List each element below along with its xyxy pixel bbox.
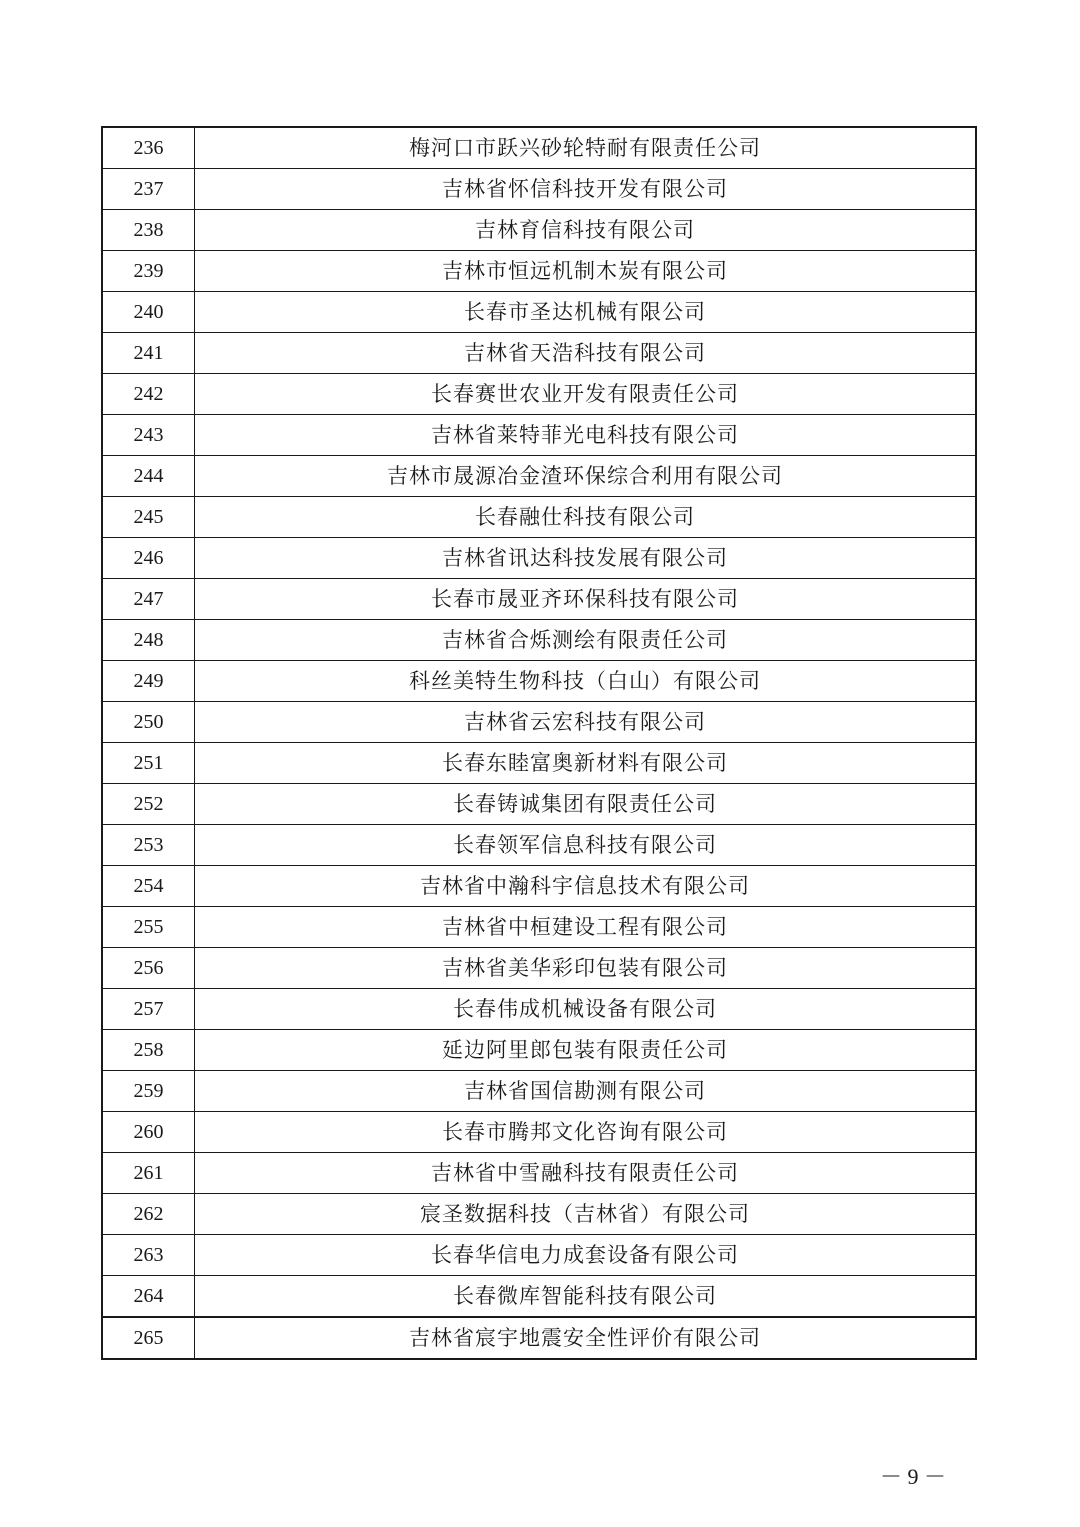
table-row	[102, 743, 976, 784]
row-number-cell: 248	[102, 620, 195, 661]
table-row	[102, 1030, 976, 1071]
row-number-cell: 236	[102, 127, 195, 169]
table-row	[102, 1153, 976, 1194]
company-name-cell: 长春铸诚集团有限责任公司	[195, 784, 977, 825]
table-row	[102, 825, 976, 866]
table-row	[102, 579, 976, 620]
company-name-cell: 长春微库智能科技有限公司	[195, 1276, 977, 1318]
company-name-cell: 科丝美特生物科技（白山）有限公司	[195, 661, 977, 702]
row-number-cell: 243	[102, 415, 195, 456]
table-row	[102, 127, 976, 169]
company-name-cell: 长春市腾邦文化咨询有限公司	[195, 1112, 977, 1153]
row-number-cell: 245	[102, 497, 195, 538]
page-number: － 9 －	[880, 1464, 947, 1489]
table-row	[102, 661, 976, 702]
company-name-cell: 吉林省中雪融科技有限责任公司	[195, 1153, 977, 1194]
row-number-cell: 240	[102, 292, 195, 333]
row-number-cell: 242	[102, 374, 195, 415]
company-name-cell: 吉林育信科技有限公司	[195, 210, 977, 251]
table-row	[102, 948, 976, 989]
row-number-cell: 257	[102, 989, 195, 1030]
table-row	[102, 702, 976, 743]
company-name-cell: 吉林市晟源冶金渣环保综合利用有限公司	[195, 456, 977, 497]
table-row	[102, 1194, 976, 1235]
row-number-cell: 260	[102, 1112, 195, 1153]
table-row	[102, 456, 976, 497]
company-list-table	[101, 126, 977, 1360]
company-name-cell: 吉林省莱特菲光电科技有限公司	[195, 415, 977, 456]
row-number-cell: 265	[102, 1317, 195, 1359]
company-name-cell: 延边阿里郎包装有限责任公司	[195, 1030, 977, 1071]
table-row	[102, 989, 976, 1030]
table-row	[102, 866, 976, 907]
company-name-cell: 长春市圣达机械有限公司	[195, 292, 977, 333]
company-name-cell: 梅河口市跃兴砂轮特耐有限责任公司	[195, 127, 977, 169]
row-number-cell: 238	[102, 210, 195, 251]
company-name-cell: 吉林省宸宇地震安全性评价有限公司	[195, 1317, 977, 1359]
company-name-cell: 吉林省美华彩印包装有限公司	[195, 948, 977, 989]
row-number-cell: 250	[102, 702, 195, 743]
row-number-cell: 259	[102, 1071, 195, 1112]
table-row	[102, 1317, 976, 1359]
row-number-cell: 251	[102, 743, 195, 784]
company-name-cell: 长春伟成机械设备有限公司	[195, 989, 977, 1030]
table-row	[102, 1071, 976, 1112]
row-number-cell: 253	[102, 825, 195, 866]
company-name-cell: 宸圣数据科技（吉林省）有限公司	[195, 1194, 977, 1235]
row-number-cell: 255	[102, 907, 195, 948]
company-name-cell: 长春市晟亚齐环保科技有限公司	[195, 579, 977, 620]
row-number-cell: 264	[102, 1276, 195, 1318]
table-row	[102, 907, 976, 948]
table-row	[102, 1112, 976, 1153]
company-name-cell: 长春赛世农业开发有限责任公司	[195, 374, 977, 415]
row-number-cell: 252	[102, 784, 195, 825]
row-number-cell: 237	[102, 169, 195, 210]
company-name-cell: 吉林省中桓建设工程有限公司	[195, 907, 977, 948]
row-number-cell: 241	[102, 333, 195, 374]
table-row	[102, 620, 976, 661]
table-row	[102, 1276, 976, 1318]
row-number-cell: 263	[102, 1235, 195, 1276]
company-name-cell: 吉林省中瀚科宇信息技术有限公司	[195, 866, 977, 907]
company-name-cell: 吉林省云宏科技有限公司	[195, 702, 977, 743]
row-number-cell: 256	[102, 948, 195, 989]
row-number-cell: 254	[102, 866, 195, 907]
company-name-cell: 长春华信电力成套设备有限公司	[195, 1235, 977, 1276]
table-row	[102, 497, 976, 538]
row-number-cell: 247	[102, 579, 195, 620]
company-name-cell: 长春东睦富奥新材料有限公司	[195, 743, 977, 784]
company-name-cell: 吉林省国信勘测有限公司	[195, 1071, 977, 1112]
table-row	[102, 251, 976, 292]
table-row	[102, 292, 976, 333]
table-row	[102, 210, 976, 251]
row-number-cell: 244	[102, 456, 195, 497]
row-number-cell: 239	[102, 251, 195, 292]
row-number-cell: 246	[102, 538, 195, 579]
table-row	[102, 169, 976, 210]
company-name-cell: 吉林省天浩科技有限公司	[195, 333, 977, 374]
row-number-cell: 249	[102, 661, 195, 702]
company-name-cell: 长春融仕科技有限公司	[195, 497, 977, 538]
company-name-cell: 吉林省讯达科技发展有限公司	[195, 538, 977, 579]
table-row	[102, 784, 976, 825]
table-row	[102, 374, 976, 415]
table-row	[102, 538, 976, 579]
row-number-cell: 258	[102, 1030, 195, 1071]
company-name-cell: 吉林市恒远机制木炭有限公司	[195, 251, 977, 292]
company-name-cell: 吉林省合烁测绘有限责任公司	[195, 620, 977, 661]
row-number-cell: 261	[102, 1153, 195, 1194]
table-row	[102, 1235, 976, 1276]
table-row	[102, 415, 976, 456]
company-name-cell: 吉林省怀信科技开发有限公司	[195, 169, 977, 210]
row-number-cell: 262	[102, 1194, 195, 1235]
table-row	[102, 333, 976, 374]
company-name-cell: 长春领军信息科技有限公司	[195, 825, 977, 866]
table-body	[102, 127, 976, 1359]
